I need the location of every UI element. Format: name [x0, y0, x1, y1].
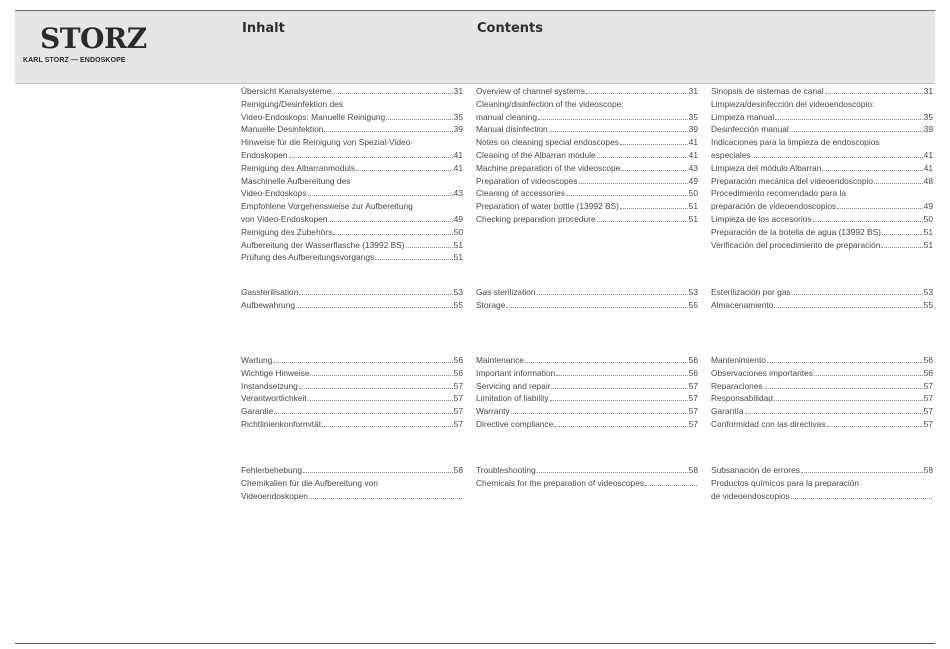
dot-leader	[537, 472, 688, 473]
toc-group	[241, 85, 463, 264]
toc-page-number: 51	[923, 226, 933, 237]
toc-page-number: 50	[923, 213, 933, 224]
dot-leader	[767, 362, 923, 363]
toc-page-number: 57	[688, 380, 698, 391]
toc-entry-text: Aufbereitung der Wasserflasche (13992 BS)	[241, 239, 405, 250]
toc-entry-text: Garantie	[241, 406, 274, 417]
toc-entry-text: Limitation of liability	[476, 393, 549, 404]
toc-entry[interactable]	[241, 405, 463, 418]
dot-leader	[775, 119, 922, 120]
title-inhalt: Inhalt	[242, 21, 285, 36]
toc-page-number: 56	[923, 367, 933, 378]
toc-entry[interactable]	[241, 200, 463, 226]
toc-entry-text: Limpieza de los accesorios	[711, 213, 812, 224]
toc-entry[interactable]	[241, 392, 463, 405]
toc-entry[interactable]	[711, 299, 933, 312]
toc-entry[interactable]	[476, 286, 698, 299]
toc-entry-text: Aufbewahrung	[241, 299, 296, 310]
dot-leader	[837, 208, 922, 209]
toc-entry-text: Preparation of videoscopes	[476, 175, 578, 186]
dot-leader	[328, 221, 452, 222]
toc-group	[476, 286, 698, 312]
toc-entry-text: Maschinelle Aufbereitung des	[241, 175, 351, 186]
toc-entry-text: Endoskopen	[241, 149, 288, 160]
toc-entry-text: Chemikalien für die Aufbereitung von	[241, 477, 378, 488]
toc-entry[interactable]	[711, 226, 933, 239]
toc-page-number: 55	[453, 299, 463, 310]
toc-entry-text: Prüfung des Aufbereitungsvorgangs	[241, 252, 375, 263]
dot-leader	[874, 183, 923, 184]
dot-leader	[333, 234, 452, 235]
toc-entry-text: Empfohlene Vorgehensweise zur Aufbereitung	[241, 201, 413, 212]
toc-entry-text: Productos químicos para la preparación	[711, 477, 860, 488]
toc-entry-text: Checking preparation procedure	[476, 213, 596, 224]
dot-leader	[791, 498, 932, 499]
toc-page-number: 55	[688, 299, 698, 310]
toc-entry-text: Manual disinfection	[476, 124, 548, 135]
dot-leader	[621, 170, 687, 171]
toc-entry-text: Manuelle Desinfektion	[241, 124, 324, 135]
toc-page-number: 58	[688, 465, 698, 475]
toc-page-number: 51	[688, 213, 698, 224]
toc-entry-text: Verantwortlichkeit	[241, 393, 307, 404]
dot-leader	[537, 294, 688, 295]
dot-leader	[827, 426, 923, 427]
toc-entry[interactable]	[476, 187, 698, 200]
toc-page-number: 57	[923, 406, 933, 417]
dot-leader	[813, 221, 923, 222]
toc-entry-text: Wichtige Hinweise	[241, 367, 310, 378]
toc-entry[interactable]	[711, 85, 933, 98]
dot-leader	[274, 413, 453, 414]
storz-logo	[20, 20, 150, 72]
toc-entry-text: de videoendoscopios	[711, 490, 790, 501]
toc-group	[241, 464, 463, 502]
toc-page-number: 31	[453, 86, 463, 96]
toc-entry-text: Video-Endoskops: Manuelle Reinigung	[241, 111, 386, 122]
dot-leader	[324, 131, 452, 132]
dot-leader	[645, 485, 697, 486]
toc-entry[interactable]	[711, 187, 933, 213]
toc-page-number: 56	[688, 367, 698, 378]
dot-leader	[273, 362, 452, 363]
toc-group	[476, 85, 698, 226]
toc-entry-text: Gassterilisation	[241, 287, 299, 297]
toc-entry-text: Reinigung des Albarranmoduls	[241, 162, 356, 173]
toc-entry[interactable]	[476, 175, 698, 188]
toc-entry-text: Verificación del procedimiento de preparación	[711, 239, 881, 250]
dot-leader	[814, 375, 923, 376]
toc-entry-text: Almacenamiento	[711, 299, 774, 310]
toc-entry[interactable]	[241, 162, 463, 175]
dot-leader	[764, 388, 923, 389]
dot-leader	[774, 307, 922, 308]
dot-leader	[566, 195, 688, 196]
dot-leader	[538, 119, 688, 120]
toc-entry[interactable]	[241, 286, 463, 299]
toc-entry[interactable]	[241, 175, 463, 201]
toc-entry-text: Servicing and repair	[476, 380, 551, 391]
toc-entry-text: Instandsetzung	[241, 380, 298, 391]
logo-wordmark: STORZ	[40, 22, 147, 55]
toc-page-number: 39	[923, 124, 933, 135]
toc-entry-text: Storage	[476, 299, 506, 310]
toc-entry[interactable]	[476, 354, 698, 367]
toc-page-number: 39	[453, 124, 463, 135]
toc-entry[interactable]	[241, 477, 463, 503]
toc-entry-text: Desinfección manual	[711, 124, 789, 135]
toc-entry-text: Machine preparation of the videoscope	[476, 162, 621, 173]
toc-entry[interactable]	[711, 367, 933, 380]
toc-entry[interactable]	[711, 175, 933, 188]
toc-page-number: 56	[453, 367, 463, 378]
toc-page-number: 57	[688, 418, 698, 429]
toc-group	[241, 286, 463, 312]
dot-leader	[289, 157, 453, 158]
toc-entry[interactable]	[476, 464, 698, 477]
toc-page-number: 51	[453, 252, 463, 263]
toc-entry[interactable]	[476, 200, 698, 213]
toc-entry[interactable]	[241, 418, 463, 431]
toc-group	[476, 354, 698, 431]
toc-entry[interactable]	[241, 464, 463, 477]
toc-entry-text: Richtlinienkonformität	[241, 418, 322, 429]
toc-entry[interactable]	[476, 85, 698, 98]
toc-entry[interactable]	[711, 239, 933, 252]
dot-leader	[554, 426, 687, 427]
toc-entry-text: Responsabilidad	[711, 393, 773, 404]
title-contents: Contents	[477, 21, 543, 36]
toc-entry[interactable]	[711, 213, 933, 226]
toc-page-number: 48	[923, 175, 933, 186]
toc-page-number: 57	[923, 380, 933, 391]
toc-entry-text: Important information	[476, 367, 556, 378]
toc-page-number: 56	[688, 355, 698, 365]
toc-page-number: 51	[453, 239, 463, 250]
toc-entry-text: Preparation of water bottle (13992 BS)	[476, 201, 619, 212]
toc-entry-text: Gas sterilization	[476, 287, 536, 297]
toc-page-number: 57	[688, 406, 698, 417]
toc-entry[interactable]	[711, 354, 933, 367]
toc-page-number: 50	[688, 188, 698, 199]
toc-page-number: 35	[453, 111, 463, 122]
toc-page-number: 57	[453, 393, 463, 404]
toc-entry-text: Reinigung des Zubehörs	[241, 226, 333, 237]
dot-leader	[303, 472, 453, 473]
toc-page-number: 41	[688, 137, 698, 148]
toc-page-number: 41	[453, 149, 463, 160]
dot-leader	[406, 247, 453, 248]
toc-entry-text: Chemicals for the preparation of videoscopes	[476, 477, 645, 488]
toc-entry[interactable]	[241, 85, 463, 98]
toc-entry-text: preparación de videoendoscopios	[711, 201, 837, 212]
dot-leader	[597, 157, 688, 158]
dot-leader	[299, 294, 452, 295]
toc-page-number: 55	[923, 299, 933, 310]
toc-entry-text: Sinopsis de sistemas de canal	[711, 86, 824, 96]
toc-entry-text: Maintenance	[476, 355, 524, 365]
toc-page-number: 49	[688, 175, 698, 186]
toc-entry-text: Observaciones importantes	[711, 367, 813, 378]
toc-page-number: 58	[923, 465, 933, 475]
toc-entry[interactable]	[711, 286, 933, 299]
toc-entry[interactable]	[241, 226, 463, 239]
dot-leader	[506, 307, 687, 308]
toc-group	[711, 286, 933, 312]
toc-entry[interactable]	[476, 299, 698, 312]
toc-entry-text: Übersicht Kanalsysteme	[241, 86, 332, 96]
dot-leader	[308, 400, 453, 401]
toc-page-number: 53	[923, 287, 933, 297]
toc-entry[interactable]	[241, 299, 463, 312]
toc-page-number: 49	[923, 201, 933, 212]
toc-page-number: 57	[453, 418, 463, 429]
dot-leader	[801, 472, 923, 473]
toc-entry-text: manual cleaning	[476, 111, 537, 122]
toc-entry[interactable]	[711, 418, 933, 431]
toc-page-number: 41	[688, 149, 698, 160]
toc-entry-text: Preparación de la botella de agua (13992 BS)	[711, 226, 881, 237]
dot-leader	[882, 234, 923, 235]
toc-entry-text: especiales	[711, 149, 751, 160]
dot-leader	[356, 170, 453, 171]
toc-entry-text: Garantía	[711, 406, 744, 417]
toc-entry[interactable]	[476, 477, 698, 490]
toc-entry-text: Hinweise für die Reinigung von Spezial-Video-	[241, 137, 414, 148]
dot-leader	[825, 93, 923, 94]
toc-page-number: 41	[923, 162, 933, 173]
toc-group	[241, 354, 463, 431]
dot-leader	[511, 413, 688, 414]
toc-entry[interactable]	[476, 392, 698, 405]
dot-leader	[597, 221, 688, 222]
dot-leader	[822, 170, 922, 171]
toc-entry[interactable]	[476, 418, 698, 431]
toc-entry[interactable]	[476, 380, 698, 393]
toc-entry[interactable]	[711, 405, 933, 418]
toc-entry[interactable]	[711, 392, 933, 405]
toc-entry[interactable]	[241, 136, 463, 162]
toc-entry[interactable]	[711, 162, 933, 175]
toc-entry-text: von Video-Endoskopen	[241, 213, 328, 224]
toc-page-number: 56	[453, 355, 463, 365]
toc-page-number: 43	[453, 188, 463, 199]
dot-leader	[549, 131, 688, 132]
toc-entry-text: Limpieza manual	[711, 111, 775, 122]
dot-leader	[309, 498, 462, 499]
toc-page-number: 31	[688, 86, 698, 96]
toc-entry[interactable]	[476, 136, 698, 149]
dot-leader	[308, 195, 453, 196]
toc-entry-text: Fehlerbehebung	[241, 465, 303, 475]
toc-page-number: 35	[688, 111, 698, 122]
toc-page-number: 53	[688, 287, 698, 297]
toc-entry-text: Cleaning of accessories	[476, 188, 565, 199]
toc-entry-text: Warranty	[476, 406, 510, 417]
toc-entry-text: Reparaciones	[711, 380, 763, 391]
toc-page-number: 43	[688, 162, 698, 173]
toc-entry[interactable]	[241, 251, 463, 264]
footer-rule	[15, 643, 935, 644]
toc-entry[interactable]	[711, 136, 933, 162]
toc-entry[interactable]	[711, 464, 933, 477]
toc-entry[interactable]	[241, 380, 463, 393]
toc-entry[interactable]	[711, 98, 933, 124]
toc-group	[476, 464, 698, 490]
toc-page-number: 31	[923, 86, 933, 96]
toc-page-number: 51	[923, 239, 933, 250]
toc-entry[interactable]	[241, 367, 463, 380]
dot-leader	[774, 400, 923, 401]
toc-entry[interactable]	[476, 162, 698, 175]
toc-entry[interactable]	[476, 213, 698, 226]
toc-entry-text: Wartung	[241, 355, 273, 365]
dot-leader	[525, 362, 688, 363]
toc-page-number: 57	[453, 406, 463, 417]
toc-page-number: 41	[453, 162, 463, 173]
dot-leader	[310, 375, 452, 376]
toc-entry[interactable]	[241, 98, 463, 124]
toc-entry-text: Mantenimiento	[711, 355, 766, 365]
toc-entry-text: Overview of channel systems	[476, 86, 585, 96]
dot-leader	[579, 183, 688, 184]
toc-page-number: 57	[923, 418, 933, 429]
toc-entry-text: Directive compliance	[476, 418, 554, 429]
toc-entry-text: Notes on cleaning special endoscopes	[476, 137, 619, 148]
dot-leader	[550, 400, 688, 401]
page-header	[15, 10, 935, 84]
dot-leader	[375, 259, 453, 260]
toc-entry-text: Esterilización por gas	[711, 287, 791, 297]
toc-entry[interactable]	[711, 477, 933, 503]
dot-leader	[745, 413, 923, 414]
toc-entry-text: Indicaciones para la limpieza de endoscopios	[711, 137, 880, 148]
dot-leader	[386, 119, 452, 120]
dot-leader	[322, 426, 453, 427]
dot-leader	[296, 307, 453, 308]
toc-page-number: 51	[688, 201, 698, 212]
logo-subtitle: KARL STORZ — ENDOSKOPE	[23, 57, 126, 64]
toc-entry[interactable]	[476, 149, 698, 162]
toc-entry-text: Cleaning of the Albarran module	[476, 149, 596, 160]
toc-page-number: 41	[923, 149, 933, 160]
dot-leader	[586, 93, 688, 94]
toc-entry[interactable]	[476, 98, 698, 124]
toc-entry-text: Preparación mecánica del videoendoscopio	[711, 175, 874, 186]
toc-entry-text: Videoendoskopen	[241, 490, 308, 501]
toc-group	[711, 464, 933, 502]
toc-entry-text: Cleaning/disinfection of the videoscope:	[476, 98, 624, 109]
dot-leader	[752, 157, 923, 158]
dot-leader	[620, 208, 688, 209]
toc-entry-text: Limpieza/desinfección del videoendoscopio:	[711, 98, 875, 109]
toc-page-number: 49	[453, 213, 463, 224]
toc-entry[interactable]	[241, 123, 463, 136]
toc-entry-text: Reinigung/Desinfektion des	[241, 98, 343, 109]
toc-page-number: 56	[923, 355, 933, 365]
toc-entry[interactable]	[711, 123, 933, 136]
toc-entry[interactable]	[241, 239, 463, 252]
dot-leader	[790, 131, 923, 132]
dot-leader	[620, 144, 688, 145]
toc-entry-text: Limpieza del módulo Albarran	[711, 162, 822, 173]
toc-page-number: 35	[923, 111, 933, 122]
toc-entry-text: Conformidad con las directivas	[711, 418, 826, 429]
dot-leader	[299, 388, 453, 389]
dot-leader	[551, 388, 687, 389]
toc-entry-text: Subsanación de errores	[711, 465, 800, 475]
toc-entry-text: Video-Endoskops	[241, 188, 307, 199]
toc-page-number: 50	[453, 226, 463, 237]
toc-group	[711, 85, 933, 251]
toc-page-number: 58	[453, 465, 463, 475]
toc-entry[interactable]	[476, 405, 698, 418]
toc-page-number: 57	[453, 380, 463, 391]
toc-group	[711, 354, 933, 431]
toc-page-number: 57	[923, 393, 933, 404]
toc-page-number: 39	[688, 124, 698, 135]
toc-page-number: 53	[453, 287, 463, 297]
dot-leader	[792, 294, 923, 295]
dot-leader	[881, 247, 922, 248]
toc-entry[interactable]	[476, 367, 698, 380]
toc-entry[interactable]	[476, 123, 698, 136]
toc-entry[interactable]	[241, 354, 463, 367]
toc-entry-text: Procedimiento recomendado para la	[711, 188, 847, 199]
toc-page-number: 57	[688, 393, 698, 404]
toc-entry[interactable]	[711, 380, 933, 393]
toc-entry-text: Troubleshooting	[476, 465, 536, 475]
dot-leader	[556, 375, 688, 376]
dot-leader	[332, 93, 452, 94]
